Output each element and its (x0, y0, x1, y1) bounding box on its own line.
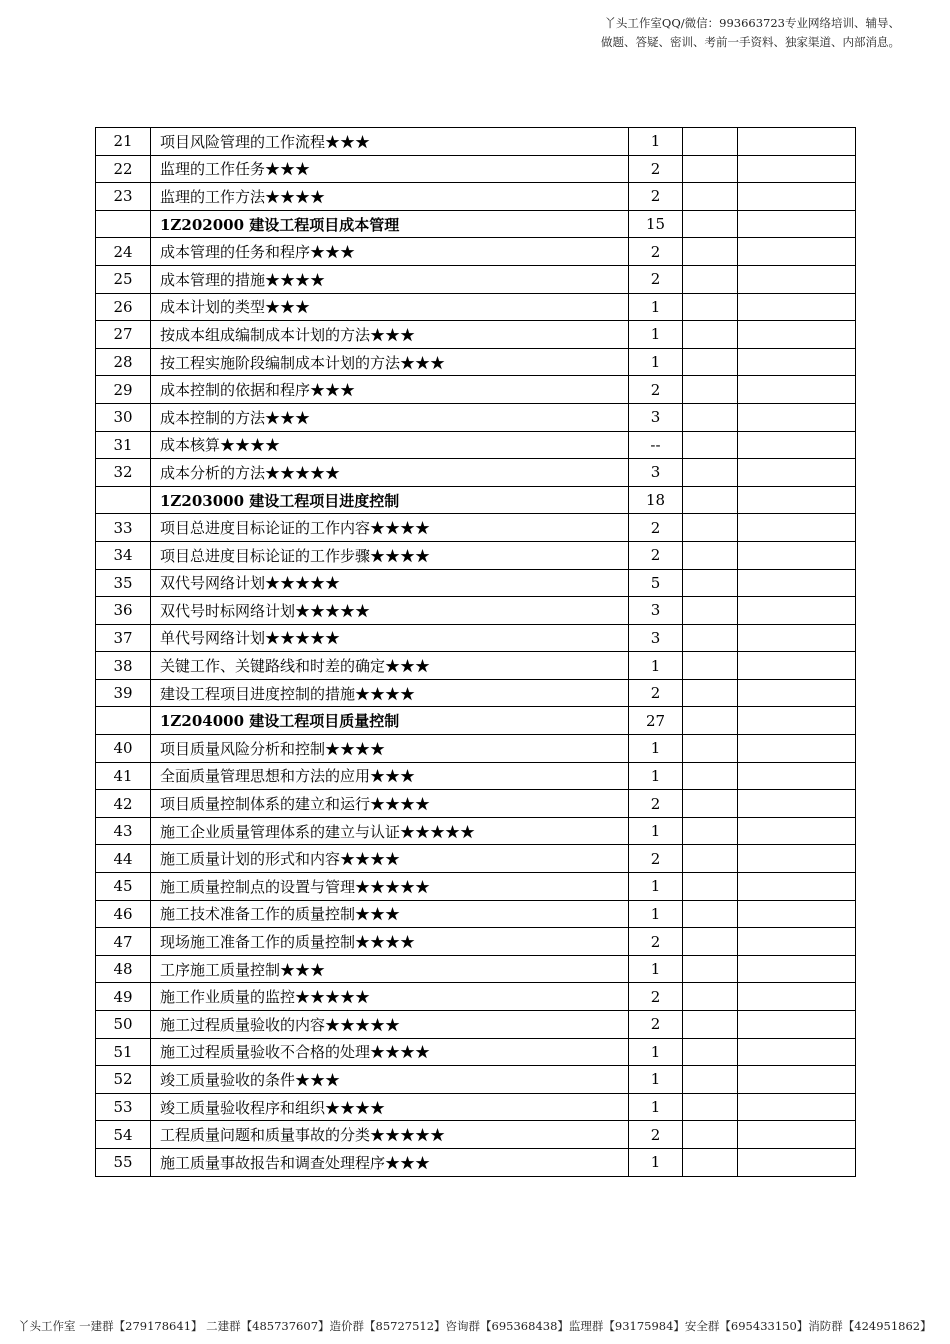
topic-title-cell: 项目风险管理的工作流程★★★ (151, 128, 629, 156)
table-row (96, 873, 856, 901)
row-number-cell: 40 (96, 735, 151, 763)
blank-cell (683, 459, 738, 487)
score-cell: 1 (629, 873, 683, 901)
blank-cell (738, 155, 856, 183)
table-row (96, 569, 856, 597)
blank-cell (683, 514, 738, 542)
blank-cell (738, 624, 856, 652)
topic-title-cell: 单代号网络计划★★★★★ (151, 624, 629, 652)
row-number-cell: 30 (96, 403, 151, 431)
row-number-cell: 41 (96, 762, 151, 790)
blank-cell (738, 1066, 856, 1094)
blank-cell (738, 541, 856, 569)
score-cell: 1 (629, 1093, 683, 1121)
row-number-cell: 55 (96, 1148, 151, 1176)
blank-cell (683, 652, 738, 680)
blank-cell (683, 762, 738, 790)
table-row (96, 1038, 856, 1066)
topic-title-cell: 工程质量问题和质量事故的分类★★★★★ (151, 1121, 629, 1149)
blank-cell (738, 1093, 856, 1121)
score-cell: 3 (629, 597, 683, 625)
blank-cell (738, 707, 856, 735)
table-row (96, 845, 856, 873)
score-cell: 1 (629, 762, 683, 790)
row-number-cell: 52 (96, 1066, 151, 1094)
row-number-cell: 42 (96, 790, 151, 818)
blank-cell (738, 790, 856, 818)
topic-title-cell: 施工质量控制点的设置与管理★★★★★ (151, 873, 629, 901)
row-number-cell: 38 (96, 652, 151, 680)
blank-cell (683, 238, 738, 266)
score-cell: 2 (629, 845, 683, 873)
blank-cell (683, 293, 738, 321)
score-cell: 2 (629, 183, 683, 211)
score-cell: 1 (629, 1148, 683, 1176)
row-number-cell: 49 (96, 983, 151, 1011)
table-row (96, 1011, 856, 1039)
table-row (96, 348, 856, 376)
topic-title-cell: 施工技术准备工作的质量控制★★★ (151, 900, 629, 928)
blank-cell (683, 210, 738, 238)
blank-cell (738, 873, 856, 901)
header-contact-note (500, 14, 900, 52)
table-row (96, 321, 856, 349)
topic-title-cell: 项目总进度目标论证的工作步骤★★★★ (151, 541, 629, 569)
blank-cell (738, 321, 856, 349)
blank-cell (683, 1011, 738, 1039)
topic-title-cell: 双代号时标网络计划★★★★★ (151, 597, 629, 625)
row-number-cell: 35 (96, 569, 151, 597)
blank-cell (738, 238, 856, 266)
header-line-2: 做题、答疑、密训、考前一手资料、独家渠道、内部消息。 (601, 35, 900, 49)
table-row (96, 735, 856, 763)
table-row (96, 376, 856, 404)
blank-cell (738, 735, 856, 763)
topic-title-cell: 成本分析的方法★★★★★ (151, 459, 629, 487)
blank-cell (683, 597, 738, 625)
score-cell: 2 (629, 790, 683, 818)
blank-cell (738, 983, 856, 1011)
blank-cell (683, 376, 738, 404)
topic-title-cell: 成本核算★★★★ (151, 431, 629, 459)
row-number-cell: 44 (96, 845, 151, 873)
table-row (96, 403, 856, 431)
blank-cell (738, 1148, 856, 1176)
score-cell: 1 (629, 735, 683, 763)
blank-cell (738, 955, 856, 983)
blank-cell (738, 486, 856, 514)
row-number-cell: 25 (96, 265, 151, 293)
blank-cell (738, 265, 856, 293)
blank-cell (683, 735, 738, 763)
table-row (96, 293, 856, 321)
topic-title-cell: 施工企业质量管理体系的建立与认证★★★★★ (151, 817, 629, 845)
row-number-cell (96, 707, 151, 735)
blank-cell (683, 1121, 738, 1149)
blank-cell (738, 928, 856, 956)
row-number-cell: 33 (96, 514, 151, 542)
topic-title-cell: 竣工质量验收程序和组织★★★★ (151, 1093, 629, 1121)
blank-cell (683, 900, 738, 928)
table-row (96, 955, 856, 983)
table-body (96, 128, 856, 1177)
section-row (96, 210, 856, 238)
blank-cell (738, 1011, 856, 1039)
topic-title-cell: 按成本组成编制成本计划的方法★★★ (151, 321, 629, 349)
table-row (96, 431, 856, 459)
blank-cell (683, 403, 738, 431)
topic-title-cell: 工序施工质量控制★★★ (151, 955, 629, 983)
score-cell: 1 (629, 955, 683, 983)
score-cell: 2 (629, 155, 683, 183)
table-row (96, 983, 856, 1011)
blank-cell (738, 293, 856, 321)
table-row (96, 1148, 856, 1176)
table-row (96, 1121, 856, 1149)
score-cell: 2 (629, 541, 683, 569)
blank-cell (683, 431, 738, 459)
blank-cell (738, 652, 856, 680)
score-cell: 18 (629, 486, 683, 514)
table-row (96, 928, 856, 956)
table-row (96, 128, 856, 156)
section-title-cell: 1Z203000 建设工程项目进度控制 (151, 486, 629, 514)
topic-title-cell: 建设工程项目进度控制的措施★★★★ (151, 679, 629, 707)
topic-title-cell: 现场施工准备工作的质量控制★★★★ (151, 928, 629, 956)
score-cell: 2 (629, 238, 683, 266)
topic-title-cell: 成本管理的措施★★★★ (151, 265, 629, 293)
score-cell: -- (629, 431, 683, 459)
topic-title-cell: 监理的工作任务★★★ (151, 155, 629, 183)
blank-cell (738, 514, 856, 542)
score-cell: 27 (629, 707, 683, 735)
blank-cell (683, 183, 738, 211)
topic-title-cell: 双代号网络计划★★★★★ (151, 569, 629, 597)
blank-cell (683, 679, 738, 707)
table-row (96, 679, 856, 707)
blank-cell (738, 900, 856, 928)
blank-cell (738, 762, 856, 790)
row-number-cell: 46 (96, 900, 151, 928)
blank-cell (738, 348, 856, 376)
table-row (96, 900, 856, 928)
section-row (96, 486, 856, 514)
table-row (96, 652, 856, 680)
blank-cell (738, 817, 856, 845)
row-number-cell: 24 (96, 238, 151, 266)
blank-cell (683, 817, 738, 845)
score-cell: 1 (629, 293, 683, 321)
score-cell: 2 (629, 1011, 683, 1039)
topic-title-cell: 项目质量风险分析和控制★★★★ (151, 735, 629, 763)
score-cell: 2 (629, 679, 683, 707)
row-number-cell: 34 (96, 541, 151, 569)
score-cell: 2 (629, 983, 683, 1011)
blank-cell (738, 403, 856, 431)
row-number-cell: 31 (96, 431, 151, 459)
topic-title-cell: 施工作业质量的监控★★★★★ (151, 983, 629, 1011)
score-cell: 2 (629, 514, 683, 542)
row-number-cell (96, 486, 151, 514)
table-row (96, 762, 856, 790)
table-row (96, 459, 856, 487)
blank-cell (683, 1093, 738, 1121)
row-number-cell (96, 210, 151, 238)
row-number-cell: 22 (96, 155, 151, 183)
blank-cell (738, 845, 856, 873)
score-cell: 1 (629, 900, 683, 928)
blank-cell (683, 707, 738, 735)
topic-title-cell: 成本控制的方法★★★ (151, 403, 629, 431)
row-number-cell: 21 (96, 128, 151, 156)
score-cell: 5 (629, 569, 683, 597)
blank-cell (738, 597, 856, 625)
row-number-cell: 50 (96, 1011, 151, 1039)
blank-cell (738, 1121, 856, 1149)
row-number-cell: 47 (96, 928, 151, 956)
section-title-cell: 1Z204000 建设工程项目质量控制 (151, 707, 629, 735)
row-number-cell: 48 (96, 955, 151, 983)
row-number-cell: 51 (96, 1038, 151, 1066)
row-number-cell: 32 (96, 459, 151, 487)
table-row (96, 1066, 856, 1094)
topic-title-cell: 成本控制的依据和程序★★★ (151, 376, 629, 404)
table-row (96, 155, 856, 183)
section-row (96, 707, 856, 735)
topic-title-cell: 施工过程质量验收的内容★★★★★ (151, 1011, 629, 1039)
blank-cell (683, 1038, 738, 1066)
blank-cell (683, 321, 738, 349)
score-cell: 2 (629, 928, 683, 956)
score-cell: 2 (629, 265, 683, 293)
table-row (96, 514, 856, 542)
score-cell: 1 (629, 1038, 683, 1066)
topic-title-cell: 按工程实施阶段编制成本计划的方法★★★ (151, 348, 629, 376)
score-cell: 1 (629, 321, 683, 349)
topic-title-cell: 监理的工作方法★★★★ (151, 183, 629, 211)
row-number-cell: 23 (96, 183, 151, 211)
score-cell: 15 (629, 210, 683, 238)
table-row (96, 1093, 856, 1121)
row-number-cell: 28 (96, 348, 151, 376)
row-number-cell: 36 (96, 597, 151, 625)
table-row (96, 817, 856, 845)
row-number-cell: 37 (96, 624, 151, 652)
blank-cell (683, 348, 738, 376)
topic-title-cell: 施工质量计划的形式和内容★★★★ (151, 845, 629, 873)
blank-cell (683, 128, 738, 156)
blank-cell (683, 541, 738, 569)
row-number-cell: 39 (96, 679, 151, 707)
score-cell: 3 (629, 403, 683, 431)
topic-title-cell: 项目总进度目标论证的工作内容★★★★ (151, 514, 629, 542)
row-number-cell: 27 (96, 321, 151, 349)
topic-title-cell: 施工质量事故报告和调查处理程序★★★ (151, 1148, 629, 1176)
topic-title-cell: 成本计划的类型★★★ (151, 293, 629, 321)
table-row (96, 238, 856, 266)
blank-cell (683, 873, 738, 901)
blank-cell (738, 210, 856, 238)
blank-cell (683, 569, 738, 597)
score-cell: 3 (629, 459, 683, 487)
blank-cell (738, 376, 856, 404)
row-number-cell: 43 (96, 817, 151, 845)
table-row (96, 597, 856, 625)
header-line-1: 丫头工作室QQ/微信：993663723专业网络培训、辅导、 (604, 16, 900, 30)
blank-cell (683, 983, 738, 1011)
topic-title-cell: 项目质量控制体系的建立和运行★★★★ (151, 790, 629, 818)
blank-cell (738, 569, 856, 597)
row-number-cell: 26 (96, 293, 151, 321)
exam-topics-table (95, 127, 856, 1177)
blank-cell (738, 1038, 856, 1066)
table-row (96, 624, 856, 652)
table-row (96, 183, 856, 211)
blank-cell (683, 1066, 738, 1094)
row-number-cell: 54 (96, 1121, 151, 1149)
section-title-cell: 1Z202000 建设工程项目成本管理 (151, 210, 629, 238)
table-row (96, 265, 856, 293)
blank-cell (738, 431, 856, 459)
row-number-cell: 29 (96, 376, 151, 404)
topic-title-cell: 全面质量管理思想和方法的应用★★★ (151, 762, 629, 790)
topic-title-cell: 成本管理的任务和程序★★★ (151, 238, 629, 266)
topic-title-cell: 竣工质量验收的条件★★★ (151, 1066, 629, 1094)
blank-cell (738, 128, 856, 156)
score-cell: 1 (629, 348, 683, 376)
score-cell: 1 (629, 652, 683, 680)
blank-cell (738, 679, 856, 707)
blank-cell (683, 486, 738, 514)
blank-cell (683, 845, 738, 873)
blank-cell (683, 955, 738, 983)
topic-title-cell: 关键工作、关键路线和时差的确定★★★ (151, 652, 629, 680)
table-row (96, 541, 856, 569)
blank-cell (738, 183, 856, 211)
row-number-cell: 45 (96, 873, 151, 901)
blank-cell (683, 624, 738, 652)
table-row (96, 790, 856, 818)
blank-cell (683, 155, 738, 183)
score-cell: 1 (629, 817, 683, 845)
score-cell: 2 (629, 376, 683, 404)
score-cell: 3 (629, 624, 683, 652)
topic-title-cell: 施工过程质量验收不合格的处理★★★★ (151, 1038, 629, 1066)
blank-cell (683, 265, 738, 293)
score-cell: 2 (629, 1121, 683, 1149)
blank-cell (738, 459, 856, 487)
footer-groups-note: 丫头工作室 一建群【279178641】 二建群【485737607】造价群【85727512】咨询群【695368438】监理群【93175984】安全群【695433150】消防群【424951862】 (18, 1319, 932, 1333)
score-cell: 1 (629, 1066, 683, 1094)
blank-cell (683, 1148, 738, 1176)
blank-cell (683, 928, 738, 956)
row-number-cell: 53 (96, 1093, 151, 1121)
blank-cell (683, 790, 738, 818)
score-cell: 1 (629, 128, 683, 156)
